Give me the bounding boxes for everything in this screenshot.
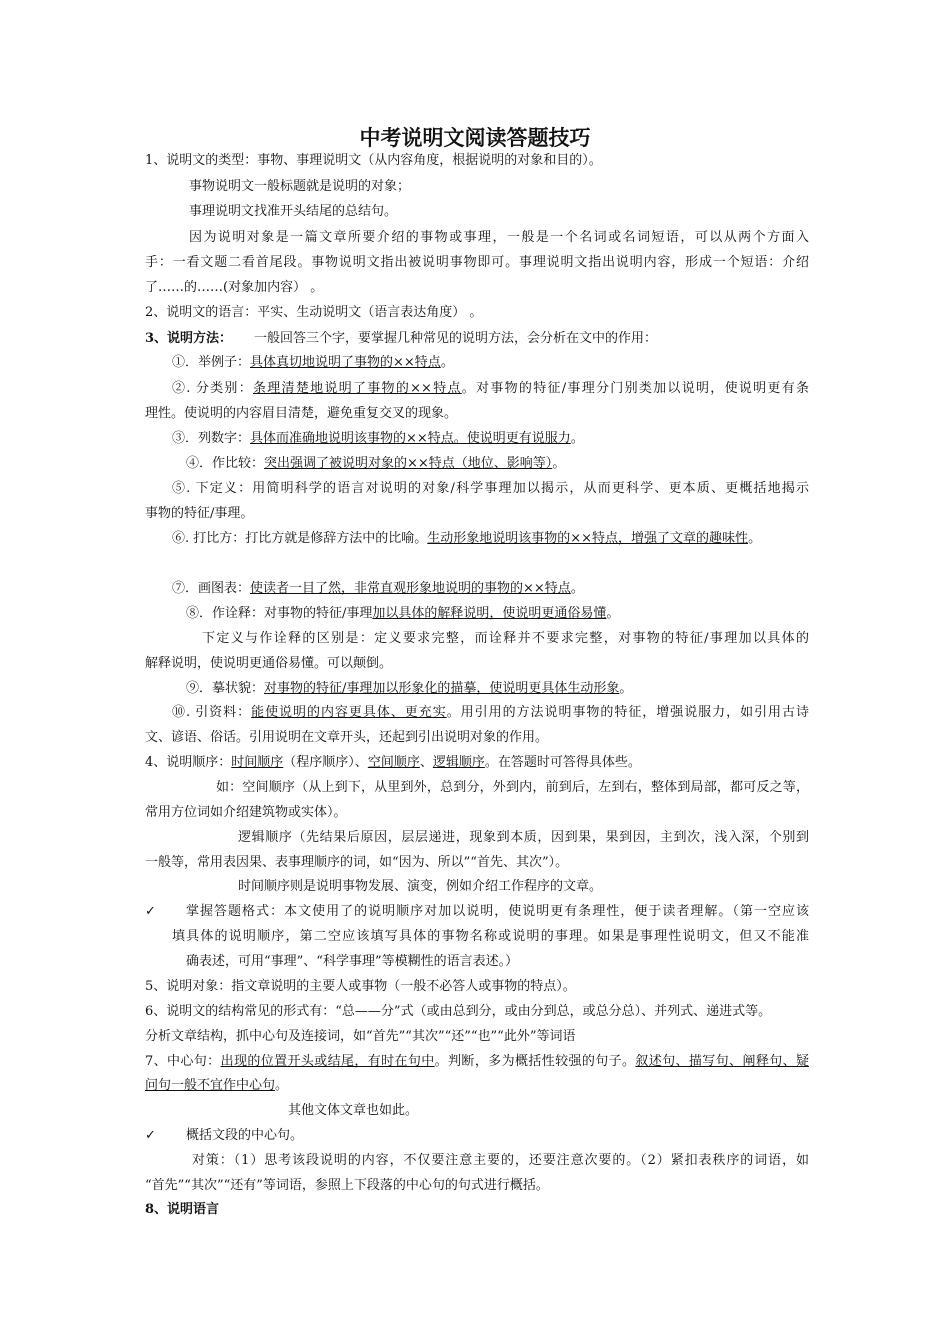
section-7-cont: 问句一般不宜作中心句。 [145,1078,289,1093]
method-6: ⑥. 打比方：打比方就是修辞方法中的比喻。生动形象地说明该事物的××特点，增强了文章的趣味性。 [172,531,762,546]
method-10: ⑩. 引资料：能使说明的内容更具体、更充实。用引用的方法说明事物的特征，增强说服力，如引用古诗 [172,705,809,720]
strategy: 对策：（1）思考该段说明的内容，不仅要注意主要的，还要注意次要的。（2）紧扣表秩序的词语，如 [192,1153,809,1168]
section-1-line: 因为说明对象是一篇文章所要介绍的事物或事理，一般是一个名词或名词短语，可以从两个方面入 [189,230,809,245]
section-3-label: 3、说明方法： [145,331,233,346]
strategy-cont: “首先”“其次”“还有”等词语，参照上下段落的中心句的句式进行概括。 [145,1178,549,1193]
time-order: 时间顺序则是说明事物发展、演变，例如介绍工作程序的文章。 [238,879,603,894]
method-4: ④．作比较：突出强调了被说明对象的××特点（地位、影响等）。 [186,456,566,471]
logical-order-cont: 一般等，常用表因果、表事理顺序的词，如“因为、所以”“首先、其次”）。 [145,855,569,870]
section-1-line: 了……的……(对象加内容） 。 [145,280,324,295]
method-2-cont: 理性。使说明的内容眉目清楚，避免重复交叉的现象。 [145,406,458,421]
answer-format-cont: 确表述，可用“事理”、“科学事理”等模糊性的语言表述。） [186,954,519,969]
section-6-cont: 分析文章结构，抓中心句及连接词，如“首先”“其次”“还”“也”“此外”等词语 [145,1029,576,1044]
section-4-heading: 4、说明顺序：时间顺序（程序顺序）、空间顺序、逻辑顺序。在答题时可答得具体些。 [145,755,641,770]
spatial-order: 如：空间顺序（从上到下，从里到外，总到分，外到内，前到后，左到右，整体到局部，都可反之等， [216,780,809,795]
check-icon: ✓ [145,1128,156,1143]
method-8-note: 下定义与作诠释的区别是：定义要求完整，而诠释并不要求完整，对事物的特征/事理加以具体的 [202,631,809,646]
section-7-note: 其他文体文章也如此。 [288,1103,419,1118]
section-6-heading: 6、说明文的结构常见的形式有：“总——分”式（或由总到分，或由分到总，或总分总）、并列式、递进式等。 [145,1004,772,1019]
method-10-cont: 文、谚语、俗话。引用说明在文章开头，还起到引出说明对象的作用。 [145,730,549,745]
spatial-order-cont: 常用方位词如介绍建筑物或实体）。 [145,805,347,820]
summary-tip: 概括文段的中心句。 [186,1128,304,1143]
method-8: ⑧．作诠释：对事物的特征/事理加以具体的解释说明，使说明更通俗易懂。 [186,606,620,621]
page-title: 中考说明文阅读答题技巧 [359,126,591,150]
method-3: ③．列数字：具体而准确地说明该事物的××特点。使说明更有说服力。 [172,431,584,446]
logical-order: 逻辑顺序（先结果后原因，层层递进，现象到本质，因到果，果到因，主到次，浅入深，个别到 [238,830,809,845]
method-9: ⑨．摹状貌：对事物的特征/事理加以形象化的描摹，使说明更具体生动形象。 [186,681,633,696]
section-5-heading: 5、说明对象：指文章说明的主要人或事物（一般不必答人或事物的特点）。 [145,979,576,994]
answer-format-cont: 填具体的说明顺序，第二空应该填写具体的事物名称或说明的事理。如果是事理性说明文，但又不能准 [172,929,809,944]
method-5: ⑤. 下定义：用简明科学的语言对说明的对象/科学事理加以揭示，从而更科学、更本质、更概括地揭示 [172,481,809,496]
method-2: ②. 分类别：条理清楚地说明了事物的××特点。对事物的特征/事理分门别类加以说明，使说明更有条 [172,381,809,396]
method-1: ①．举例子：具体真切地说明了事物的××特点。 [172,355,454,370]
section-3-heading [145,329,809,349]
section-7-heading: 7、中心句：出现的位置开头或结尾，有时在句中。判断，多为概括性较强的句子。叙述句、描写句、阐释句、疑 [145,1054,809,1069]
answer-format: 掌握答题格式：本文使用了的说明顺序对加以说明，使说明更有条理性，便于读者理解。（第一空应该 [186,904,809,919]
section-1-line: 手：一看文题二看首尾段。事物说明文指出被说明事物即可。事理说明文指出说明内容，形成一个短语：介绍 [145,255,809,270]
method-5-cont: 事物的特征/事理。 [145,506,254,521]
method-7: ⑦．画图表：使读者一目了然，非常直观形象地说明的事物的××特点。 [172,581,584,596]
section-2-heading: 2、说明文的语言：平实、生动说明文（语言表达角度） 。 [145,305,483,320]
check-icon: ✓ [145,904,156,919]
section-1-heading: 1、说明文的类型：事物、事理说明文（从内容角度，根据说明的对象和目的）。 [145,153,602,168]
method-8-note-cont: 解释说明，使说明更通俗易懂。可以颠倒。 [145,656,393,671]
section-3-text: 一般回答三个字，要掌握几种常见的说明方法，会分析在文中的作用： [254,331,658,346]
section-8-heading: 8、说明语言 [145,1202,220,1217]
section-1-line: 事物说明文一般标题就是说明的对象； [189,179,411,194]
section-1-line: 事理说明文找准开头结尾的总结句。 [189,204,398,219]
